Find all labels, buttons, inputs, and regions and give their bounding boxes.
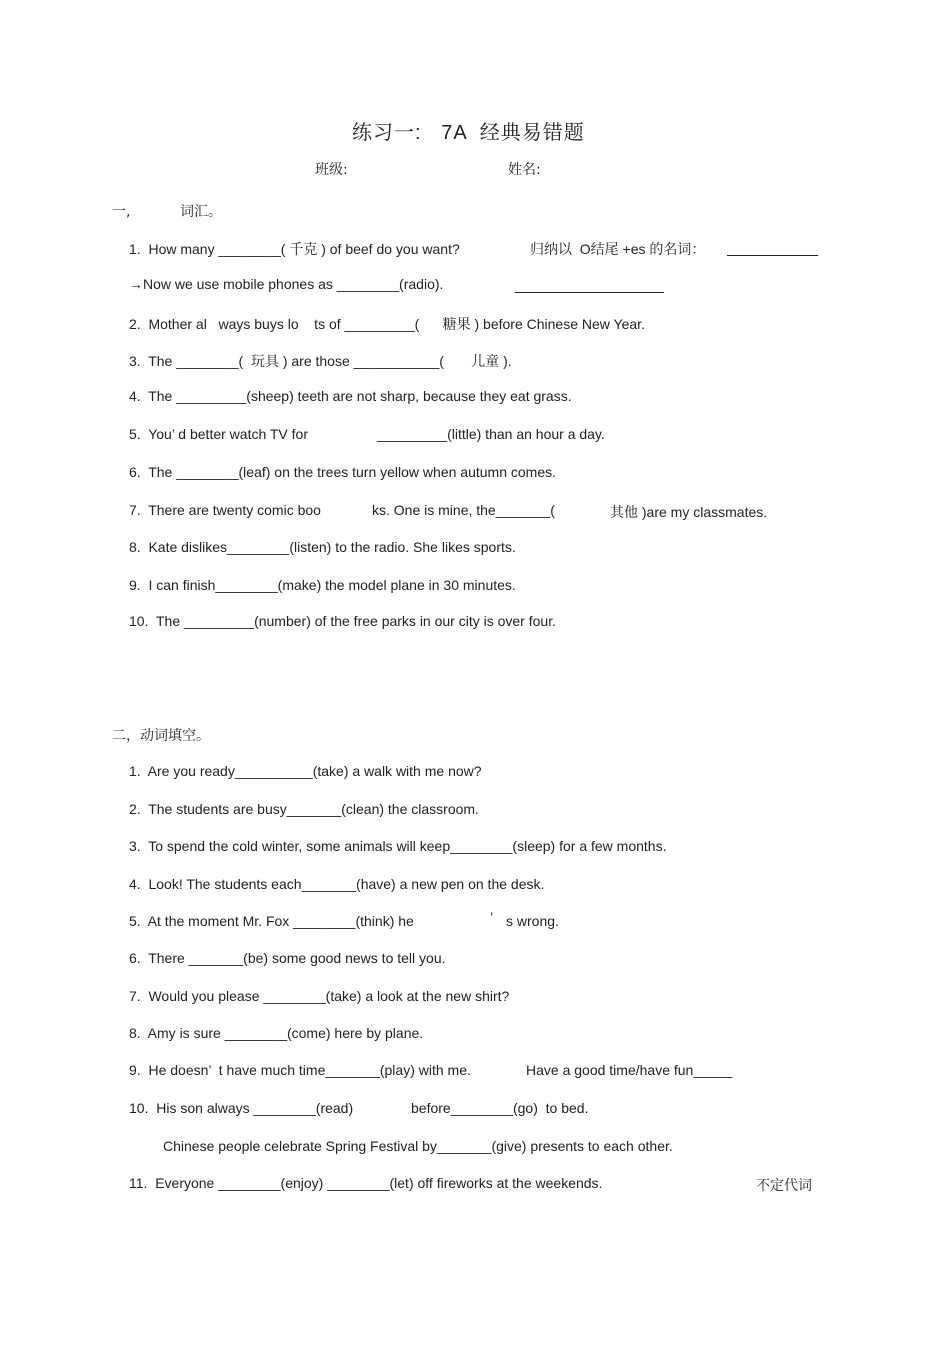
verb-question-8: 8. Amy is sure ________(come) here by plane. (129, 1025, 424, 1041)
vocab-question-5-blank: _________(little) than an hour a day. (377, 426, 605, 442)
vocab-question-7-continued: ks. One is mine, the_______( (372, 502, 555, 518)
vocab-question-9: 9. I can finish________(make) the model plane in 30 minutes. (129, 577, 516, 593)
name-label: 姓名: (508, 162, 541, 178)
verb-question-9: 9. He doesn’ t have much time_______(play) with me. (129, 1062, 471, 1078)
vocab-question-1: 1. How many ________( 千克 ) of beef do you want? (129, 241, 460, 257)
section1-heading: 词汇。 (180, 204, 222, 220)
class-label: 班级: (315, 162, 348, 178)
verb-question-5-apostrophe: ’ (490, 909, 494, 925)
verb-question-10: 10. His son always ________(read) (129, 1100, 354, 1116)
note-answer-line-2 (515, 278, 664, 293)
verb-question-10-extra: Chinese people celebrate Spring Festival by_______(give) presents to each other. (163, 1138, 673, 1154)
verb-question-5: 5. At the moment Mr. Fox ________(think) he (129, 913, 414, 929)
verb-question-5-end: s wrong. (506, 913, 559, 929)
verb-question-1: 1. Are you ready__________(take) a walk with me now? (129, 763, 482, 779)
vocab-question-5: 5. You’ d better watch TV for (129, 426, 308, 442)
verb-question-6: 6. There _______(be) some good news to tell you. (129, 950, 446, 966)
page-title: 练习一: 7A 经典易错题 (352, 122, 585, 144)
verb-question-3: 3. To spend the cold winter, some animals will keep________(sleep) for a few months. (129, 838, 667, 854)
note-answer-line (727, 241, 818, 256)
vocab-question-2: 2. Mother al ways buys lo ts of _________( 糖果 ) before Chinese New Year. (129, 316, 645, 332)
vocab-question-4: 4. The _________(sheep) teeth are not sharp, because they eat grass. (129, 388, 572, 404)
section2-heading: 二，动词填空。 (112, 728, 210, 744)
vocab-question-3: 3. The ________( 玩具 ) are those ___________( 儿童 ). (129, 353, 512, 369)
vocab-question-8: 8. Kate dislikes________(listen) to the radio. She likes sports. (129, 539, 516, 555)
vocab-note-o-ending: 归纳以 O结尾 +es 的名词： (530, 241, 706, 257)
verb-question-7: 7. Would you please ________(take) a look at the new shirt? (129, 988, 510, 1004)
vocab-question-10: 10. The _________(number) of the free parks in our city is over four. (129, 613, 556, 629)
verb-question-11: 11. Everyone ________(enjoy) ________(let) off fireworks at the weekends. (129, 1175, 603, 1191)
vocab-question-7-end: 其他 )are my classmates. (610, 504, 768, 520)
verb-question-4: 4. Look! The students each_______(have) a new pen on the desk. (129, 876, 545, 892)
verb-question-10-continued: before________(go) to bed. (411, 1100, 589, 1116)
vocab-question-1-continued: →Now we use mobile phones as ________(radio). (129, 276, 444, 292)
vocab-question-7: 7. There are twenty comic boo (129, 502, 321, 518)
verb-question-2: 2. The students are busy_______(clean) the classroom. (129, 801, 479, 817)
vocab-question-6: 6. The ________(leaf) on the trees turn yellow when autumn comes. (129, 464, 556, 480)
verb-note-indefinite-pronoun: 不定代词 (756, 1178, 812, 1194)
section1-number: 一, (112, 204, 131, 220)
verb-note-have-fun: Have a good time/have fun_____ (526, 1062, 733, 1078)
